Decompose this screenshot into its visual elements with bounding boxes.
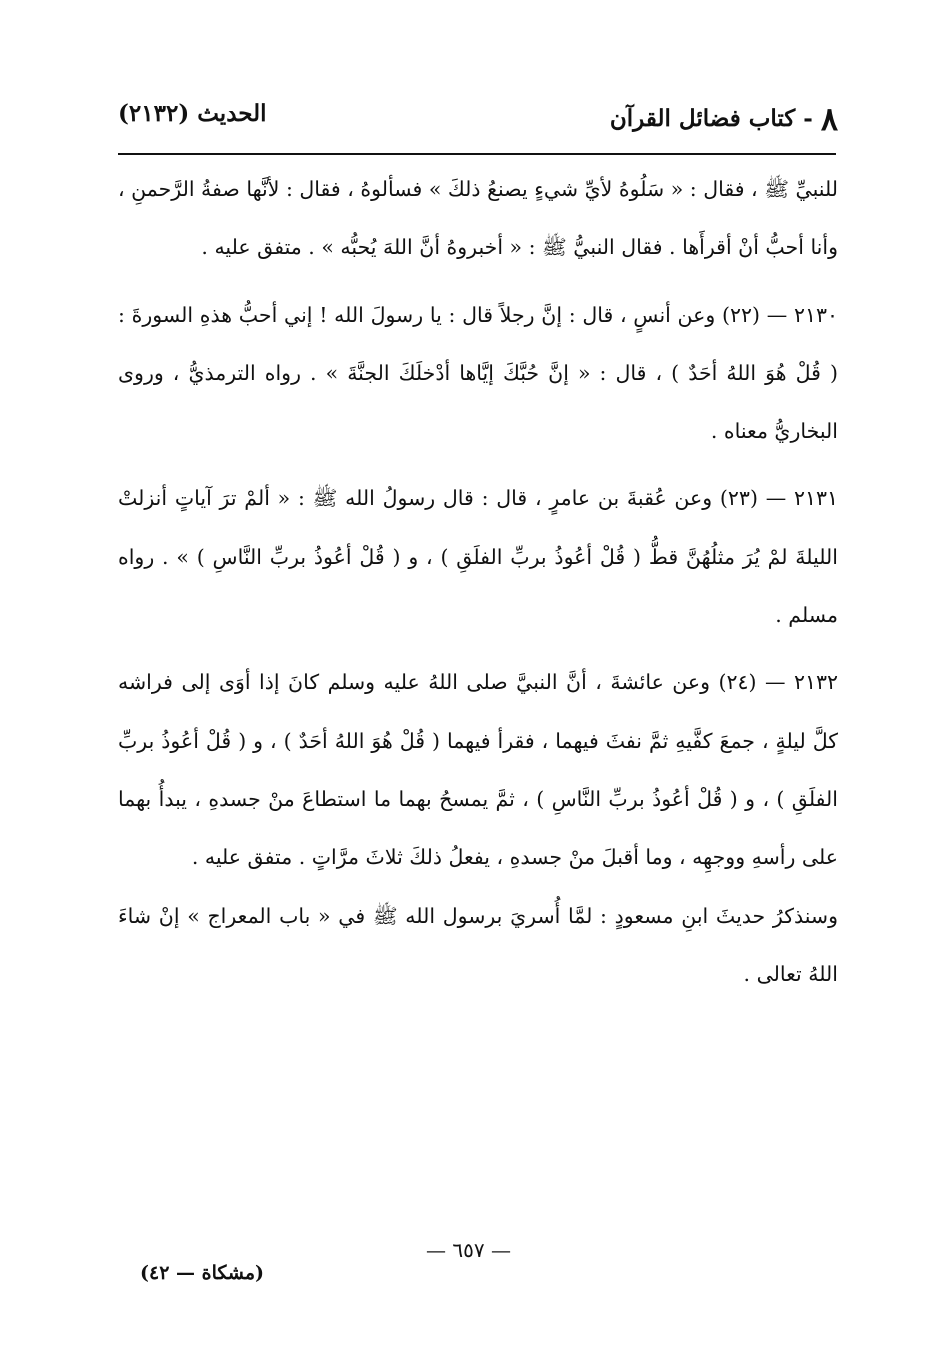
page-header: [118, 96, 838, 146]
paragraph-hadith-2131: ٢١٣١ — (٢٣) وعن عُقبةَ بن عامرٍ ، قال : قال رسولُ الله ﷺ : « ألمْ ترَ آياتٍ أنزلتْ الليلةَ لمْ يُرَ مثلُهُنَّ قطُّ ( قُلْ أعُوذُ بربِّ الفلَقِ ) ، و ( قُلْ أعُوذُ بربِّ النَّاسِ ) » . رواه مسلم .: [118, 486, 839, 628]
paragraph-continuation: للنبيِّ ﷺ ، فقال : « سَلُوهُ لأيِّ شيءٍ يصنعُ ذلكَ » فسألوهُ ، فقال : لأنَّها صفةُ الرَّحمنِ ، وأنا أحبُّ أنْ أقرأَها . فقال النبيُّ ﷺ : « أخبروهُ أنَّ اللهَ يُحبُّه » . متفق عليه .: [118, 177, 838, 260]
chapter-title: - كتاب فضائل القرآن: [609, 105, 813, 132]
body-text: [118, 160, 838, 1003]
page-number: — ٦٥٧ —: [426, 1238, 511, 1262]
chapter-number: ٨: [820, 100, 838, 138]
paragraph-hadith-2132: ٢١٣٢ — (٢٤) وعن عائشةَ ، أنَّ النبيَّ صلى اللهُ عليه وسلم كانَ إذا أوَى إلى فراشه كلَّ ليلةٍ ، جمعَ كفَّيهِ ثمَّ نفثَ فيهما ، فقرأ فيهما ( قُلْ هُوَ اللهُ أحَدٌ ) ، و ( قُلْ أعُوذُ بربِّ الفلَقِ ) ، و ( قُلْ أعُوذُ بربِّ النَّاسِ ) ، ثمَّ يمسحُ بهما ما استطاعَ منْ جسدهِ ، يبدأُ بهما على رأسهِ ووجهِه ، وما أقبلَ منْ جسدهِ ، يفعلُ ذلكَ ثلاثَ مرَّاتٍ . متفق عليه .: [118, 670, 839, 870]
source-reference: (مشكاة — ٤٢): [140, 1262, 265, 1284]
header-divider: [118, 153, 836, 155]
paragraph-hadith-2130: ٢١٣٠ — (٢٢) وعن أنسٍ ، قال : إنَّ رجلاً قال : يا رسولَ الله ! إني أحبُّ هذهِ السورةَ : ( قُلْ هُوَ اللهُ أحَدٌ ) ، قال : « إنَّ حُبَّكَ إيَّاها أدْخلَكَ الجنَّةَ » . رواه الترمذيُّ ، وروى البخاريُّ معناه .: [118, 302, 838, 444]
hadith-range: الحديث (٢١٣٢): [118, 100, 267, 127]
paragraph-closing-note: وسنذكرُ حديثَ ابنِ مسعودٍ : لمَّا أُسريَ برسول الله ﷺ في « باب المعراج » إنْ شاءَ اللهُ تعالى .: [118, 903, 838, 986]
chapter-heading: [610, 100, 838, 138]
